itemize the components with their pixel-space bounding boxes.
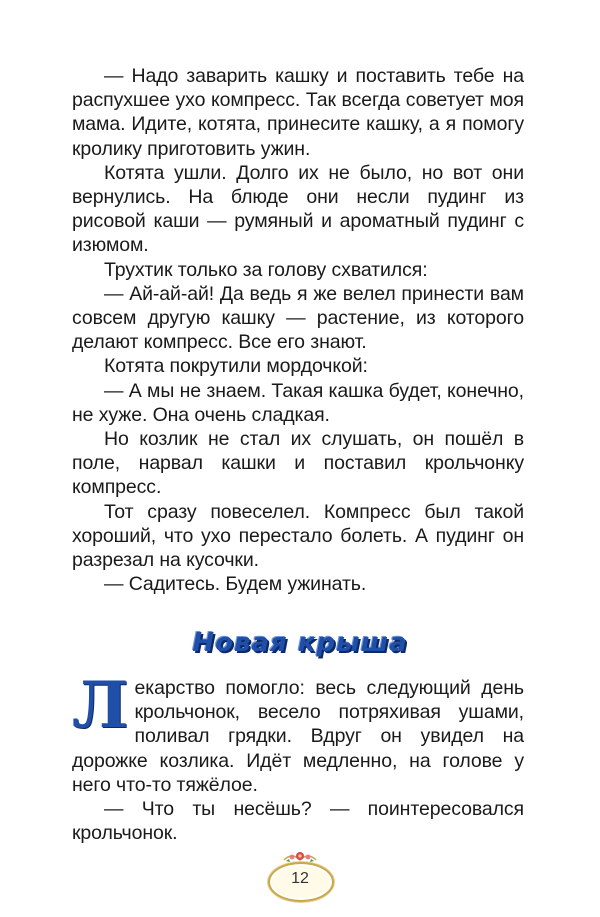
paragraph: — А мы не знаем. Такая кашка будет, конечно, не хуже. Она очень сладкая. <box>72 379 524 426</box>
text-block-main <box>72 64 524 596</box>
page-number: 12 <box>291 870 309 887</box>
chapter-paragraphs <box>72 797 524 845</box>
drop-cap: Л <box>72 668 129 743</box>
paragraph: Котята покрутили мордочкой: <box>104 355 368 378</box>
paragraph: Котята ушли. Долго их не было, но вот они вернулись. На блюде они несли пудинг из рисовой каши — румяный и ароматный пудинг с изюмом. <box>72 161 524 257</box>
paragraph: Но козлик не стал их слушать, он пошёл в поле, нарвал кашки и поставил крольчонку компресс. <box>72 428 524 499</box>
paragraph: Трухтик только за голову схватился: <box>104 258 428 281</box>
first-paragraph-text: екарство помогло: весь следующий день крольчонок, весело потряхивая ушами, поливал грядки. Вдруг он увидел на дорожке козлика. Идёт медленно, на голове у него что-то тяжёлое. <box>72 677 524 796</box>
text-block-chapter <box>72 668 524 845</box>
chapter-first-paragraph <box>72 668 524 797</box>
chapter-title: Новая крыша <box>192 628 408 658</box>
paragraph: — Садитесь. Будем ужинать. <box>104 573 367 596</box>
paragraph: — Ай-ай-ай! Да ведь я же велел принести вам совсем другую кашку — растение, из которого делают компресс. Все его знают. <box>72 282 524 354</box>
paragraph: — Что ты несёшь? — поинтересовался крольчонок. <box>72 798 524 845</box>
page-number-badge <box>262 848 338 904</box>
paragraph: — Надо заварить кашку и поставить тебе на распухшее ухо компресс. Так всегда советует моя мама. Идите, котята, принесите кашку, а я помогу кролику приготовить ужин. <box>72 65 524 160</box>
paragraph: Тот сразу повеселел. Компресс был такой хороший, что ухо перестало болеть. А пудинг он разрезал на кусочки. <box>72 500 524 572</box>
